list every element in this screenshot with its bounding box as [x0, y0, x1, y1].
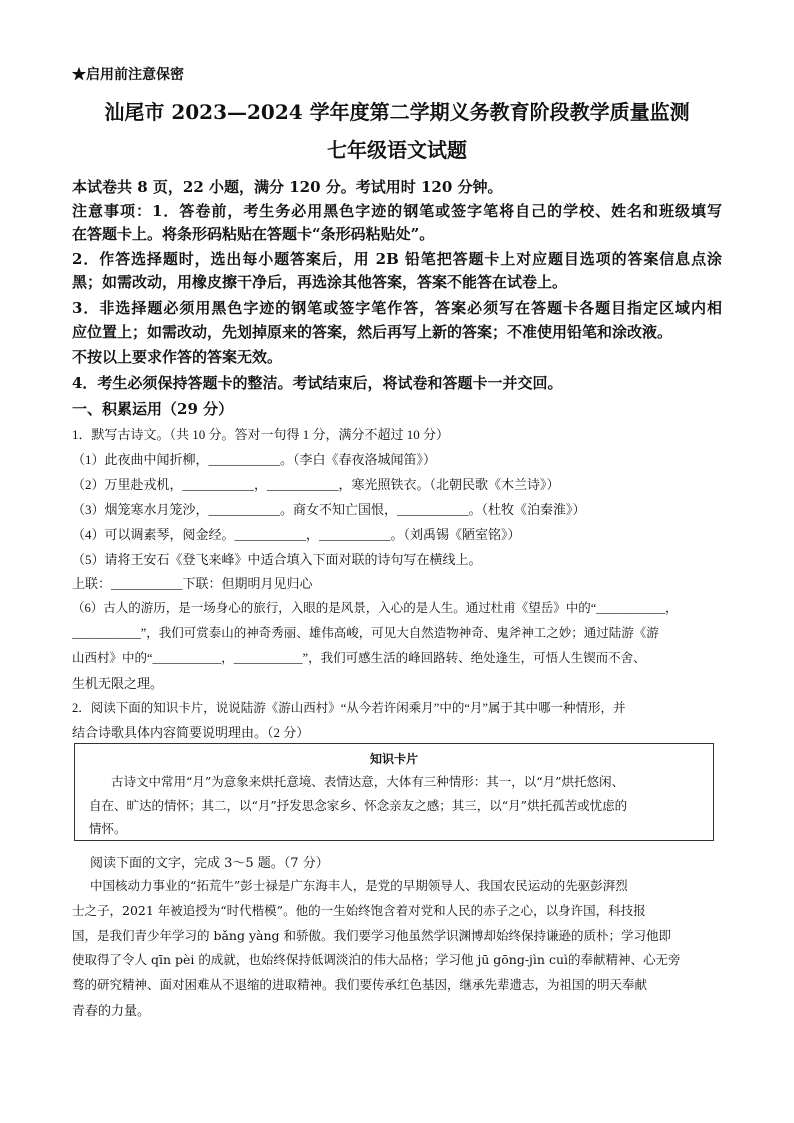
question-1-item: （1）此夜曲中闻折柳，___________。（李白《春夜洛城闻笛》） — [72, 452, 437, 467]
knowledge-card-line: 古诗文中常用“月”为意象来烘托意境、表情达意，大体有三种情形：其一，以“月”烘托悠闲、 — [111, 774, 625, 789]
question-1-item: （5）请将王安石《登飞来峰》中适合填入下面对联的诗句写在横线上。 — [72, 552, 482, 567]
notes-line: 本试卷共 8 页，22 小题，满分 120 分。考试用时 120 分钟。 — [72, 178, 503, 196]
reading-intro: 阅读下面的文字，完成 3～5 题。（7 分） — [90, 856, 329, 871]
notes-line: 在答题卡上。将条形码粘贴在答题卡“条形码粘贴处”。 — [72, 225, 435, 243]
exam-title: 汕尾市 2023—2024 学年度第二学期义务教育阶段教学质量监测 — [104, 100, 690, 124]
notes-line: 3．非选择题必须用黑色字迹的钢笔或签字笔作答，答案必须写在答题卡各题目指定区域内相 — [72, 299, 722, 317]
exam-subtitle: 七年级语文试题 — [327, 138, 467, 162]
couplet-line: 上联：___________下联：但期明月见归心 — [72, 576, 313, 591]
knowledge-card-line: 自在、旷达的情怀；其二，以“月”抒发思念家乡、怀念亲友之感；其三，以“月”烘托孤苦或忧虑的 — [89, 798, 628, 813]
notes-line: 2．作答选择题时，选出每小题答案后，用 2B 铅笔把答题卡上对应题目选项的答案信息点涂 — [72, 250, 722, 268]
confidential-notice: ★启用前注意保密 — [72, 67, 184, 83]
reading-passage-line: 骛的研究精神、面对困难从不退缩的进取精神。我们要传承红色基因，继承先辈遗志，为祖国的明天奉献 — [72, 977, 648, 992]
knowledge-card — [74, 743, 714, 841]
question-1-item6: ___________”，我们可赏泰山的神奇秀丽、雄伟高峻，可见大自然造物神奇、鬼斧神工之妙；通过陆游《游 — [72, 626, 659, 640]
question-1-item: （3）烟笼寒水月笼沙，___________。商女不知亡国恨，___________。（杜牧《泊秦淮》） — [72, 502, 586, 517]
knowledge-card-title: 知识卡片 — [369, 752, 418, 766]
question-2-stem: 2．阅读下面的知识卡片，说说陆游《游山西村》“从今若许闲乘月”中的“月”属于其中哪一种情形，并 — [72, 701, 626, 715]
reading-passage-line: 使取得了令人 qīn pèi 的成就，也始终保持低调淡泊的伟大品格；学习他 jū gōng-jìn cuì的奉献精神、心无旁 — [72, 952, 681, 967]
notes-line: 注意事项：1．答卷前，考生务必用黑色字迹的钢笔或签字笔将自己的学校、姓名和班级填写 — [72, 202, 722, 220]
question-1-item6: （6）古人的游历，是一场身心的旅行，入眼的是风景，入心的是人生。通过杜甫《望岳》中的“___________， — [72, 601, 678, 615]
reading-passage-line: 国，是我们青少年学习的 bǎng yàng 和骄傲。我们要学习他虽然学识渊博却始终保持谦逊的质朴；学习他即 — [72, 928, 671, 943]
question-1-item6: 生机无限之理。 — [72, 676, 164, 691]
notes-line: 黑；如需改动，用橡皮擦干净后，再选涂其他答案，答案不能答在试卷上。 — [72, 273, 568, 291]
knowledge-card-line: 情怀。 — [89, 821, 127, 836]
notes-line: 4．考生必须保持答题卡的整洁。考试结束后，将试卷和答题卡一并交回。 — [72, 374, 563, 392]
notes-line: 应位置上；如需改动，先划掉原来的答案，然后再写上新的答案；不准使用铅笔和涂改液。 — [72, 323, 673, 341]
question-1-item6: 山西村》中的“___________，___________”，我们可感生活的峰回路转、绝处逢生，可悟人生锲而不舍、 — [72, 651, 646, 665]
question-1-stem: 1．默写古诗文。（共 10 分。答对一句得 1 分，满分不超过 10 分） — [72, 427, 450, 442]
question-2-stem: 结合诗歌具体内容简要说明理由。（2 分） — [72, 725, 310, 740]
notes-line: 不按以上要求作答的答案无效。 — [72, 348, 283, 366]
question-1-item: （2）万里赴戎机，___________，___________，寒光照铁衣。（北朝民歌《木兰诗》） — [72, 477, 560, 492]
question-1-item: （4）可以调素琴，阅金经。___________，___________。（刘禹锡《陋室铭》） — [72, 527, 521, 542]
reading-passage-line: 中国核动力事业的“拓荒牛”彭士禄是广东海丰人，是党的早期领导人、我国农民运动的先驱彭湃烈 — [90, 878, 628, 893]
reading-passage-line: 青春的力量。 — [72, 1004, 151, 1019]
section-heading: 一、积累运用（29 分） — [72, 400, 234, 418]
reading-passage-line: 士之子，2021 年被追授为“时代楷模”。他的一生始终饱含着对党和人民的赤子之心，以身许国，科技报 — [72, 903, 646, 918]
